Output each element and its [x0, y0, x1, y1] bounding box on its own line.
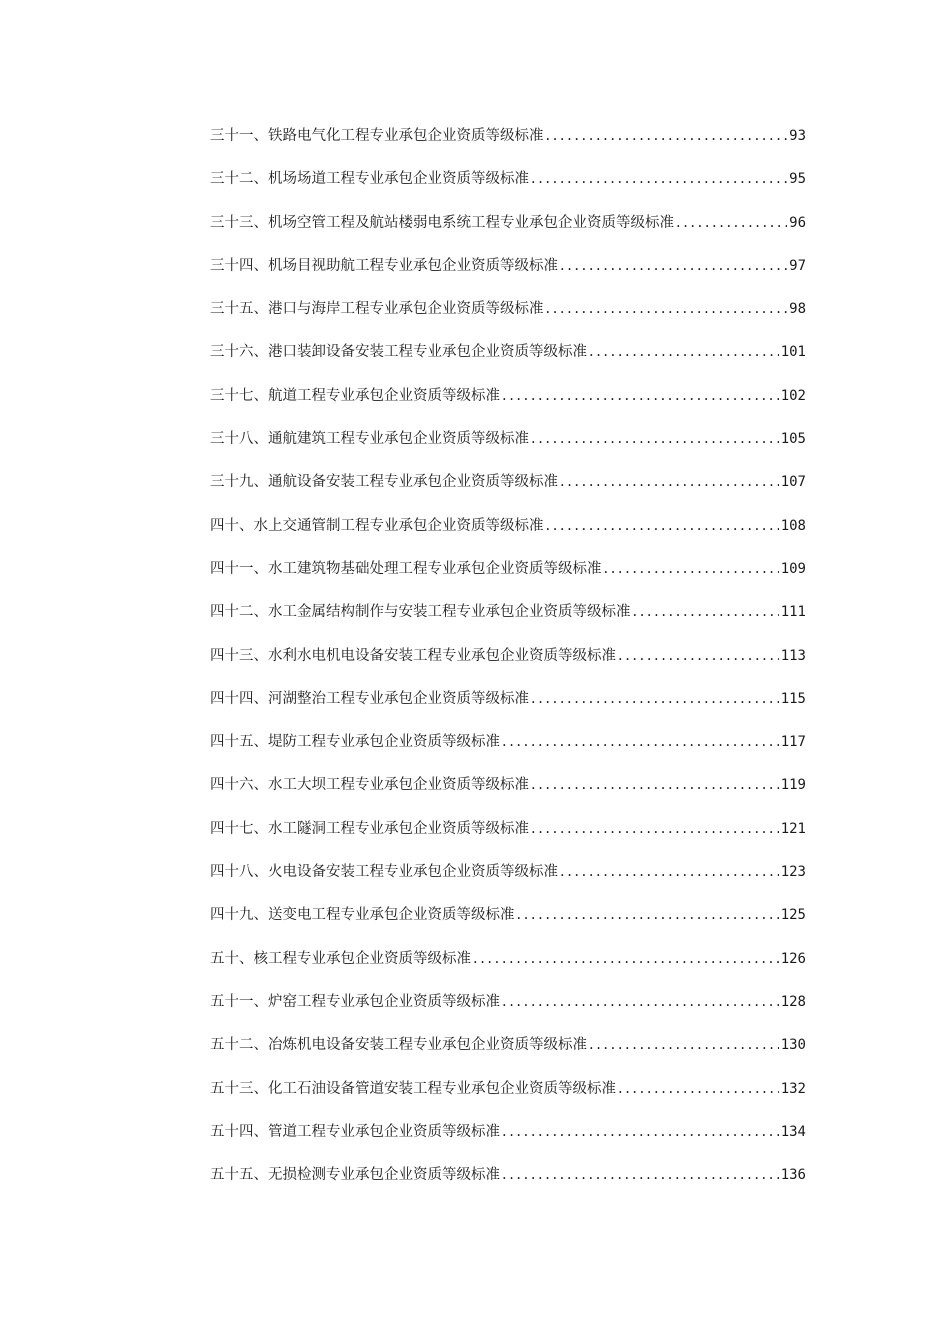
toc-entry-page: 96	[789, 214, 806, 231]
toc-entry[interactable]	[210, 209, 806, 252]
toc-entry-title: 四十九、送变电工程专业承包企业资质等级标准	[210, 907, 515, 924]
toc-entry-title: 四十四、河湖整治工程专业承包企业资质等级标准	[210, 690, 529, 707]
toc-entry-title: 四十三、水利水电机电设备安装工程专业承包企业资质等级标准	[210, 647, 616, 664]
toc-entry-page: 132	[780, 1080, 806, 1097]
toc-dot-leader	[531, 425, 779, 453]
toc-entry[interactable]	[210, 988, 806, 1031]
toc-dot-leader	[604, 555, 779, 583]
toc-dot-leader	[589, 1031, 779, 1059]
toc-entry-page: 109	[780, 560, 806, 577]
toc-entry[interactable]	[210, 382, 806, 425]
toc-entry-title: 三十二、机场场道工程专业承包企业资质等级标准	[210, 171, 529, 188]
toc-entry-page: 117	[780, 734, 806, 751]
toc-dot-leader	[502, 382, 779, 410]
toc-entry-title: 五十一、炉窑工程专业承包企业资质等级标准	[210, 993, 500, 1010]
toc-entry-title: 四十八、火电设备安装工程专业承包企业资质等级标准	[210, 864, 558, 881]
toc-entry-title: 三十四、机场目视助航工程专业承包企业资质等级标准	[210, 257, 558, 274]
toc-entry-title: 四十五、堤防工程专业承包企业资质等级标准	[210, 734, 500, 751]
toc-entry-page: 115	[780, 690, 806, 707]
toc-dot-leader	[546, 295, 788, 323]
toc-entry[interactable]	[210, 1118, 806, 1161]
toc-entry-page: 121	[780, 820, 806, 837]
toc-entry-page: 128	[780, 993, 806, 1010]
toc-entry[interactable]	[210, 425, 806, 468]
toc-dot-leader	[502, 988, 779, 1016]
toc-entry-page: 136	[780, 1167, 806, 1184]
toc-entry-title: 五十四、管道工程专业承包企业资质等级标准	[210, 1123, 500, 1140]
toc-entry-title: 三十七、航道工程专业承包企业资质等级标准	[210, 387, 500, 404]
toc-entry-title: 五十五、无损检测专业承包企业资质等级标准	[210, 1167, 500, 1184]
toc-dot-leader	[633, 598, 779, 626]
toc-dot-leader	[502, 1161, 779, 1189]
toc-dot-leader	[502, 728, 779, 756]
toc-entry-page: 134	[780, 1123, 806, 1140]
toc-dot-leader	[589, 338, 779, 366]
toc-dot-leader	[531, 771, 779, 799]
toc-entry[interactable]	[210, 512, 806, 555]
toc-entry[interactable]	[210, 252, 806, 295]
toc-entry-page: 98	[789, 301, 806, 318]
toc-entry[interactable]	[210, 122, 806, 165]
toc-entry-title: 三十五、港口与海岸工程专业承包企业资质等级标准	[210, 301, 544, 318]
toc-entry-page: 101	[780, 344, 806, 361]
toc-entry-page: 107	[780, 474, 806, 491]
toc-entry[interactable]	[210, 1161, 806, 1204]
toc-entry-page: 111	[780, 604, 806, 621]
toc-entry[interactable]	[210, 1075, 806, 1118]
toc-entry-title: 五十、核工程专业承包企业资质等级标准	[210, 950, 471, 967]
toc-entry[interactable]	[210, 468, 806, 511]
toc-entry-page: 123	[780, 864, 806, 881]
toc-entry-title: 四十二、水工金属结构制作与安装工程专业承包企业资质等级标准	[210, 604, 631, 621]
toc-dot-leader	[676, 209, 787, 237]
toc-entry-title: 三十八、通航建筑工程专业承包企业资质等级标准	[210, 431, 529, 448]
toc-entry-page: 102	[780, 387, 806, 404]
toc-entry[interactable]	[210, 165, 806, 208]
toc-entry[interactable]	[210, 771, 806, 814]
toc-entry-title: 五十二、冶炼机电设备安装工程专业承包企业资质等级标准	[210, 1037, 587, 1054]
toc-entry[interactable]	[210, 555, 806, 598]
toc-entry-title: 四十一、水工建筑物基础处理工程专业承包企业资质等级标准	[210, 560, 602, 577]
toc-entry-title: 五十三、化工石油设备管道安装工程专业承包企业资质等级标准	[210, 1080, 616, 1097]
toc-entry-title: 三十九、通航设备安装工程专业承包企业资质等级标准	[210, 474, 558, 491]
toc-entry-page: 130	[780, 1037, 806, 1054]
toc-dot-leader	[531, 165, 787, 193]
toc-dot-leader	[546, 512, 779, 540]
toc-entry-page: 125	[780, 907, 806, 924]
toc-dot-leader	[531, 815, 779, 843]
toc-dot-leader	[618, 1075, 779, 1103]
toc-entry[interactable]	[210, 685, 806, 728]
toc-entry[interactable]	[210, 945, 806, 988]
toc-entry-title: 三十一、铁路电气化工程专业承包企业资质等级标准	[210, 128, 544, 144]
toc-entry-page: 95	[789, 171, 806, 188]
toc-entry-title: 三十六、港口装卸设备安装工程专业承包企业资质等级标准	[210, 344, 587, 361]
toc-entry[interactable]	[210, 1031, 806, 1074]
toc-entry-page: 108	[780, 517, 806, 534]
toc-entry[interactable]	[210, 598, 806, 641]
toc-dot-leader	[560, 252, 787, 280]
toc-entry-page: 105	[780, 431, 806, 448]
toc-entry[interactable]	[210, 295, 806, 338]
toc-dot-leader	[517, 901, 779, 929]
toc-entry[interactable]	[210, 815, 806, 858]
toc-dot-leader	[618, 642, 779, 670]
toc-entry-page: 97	[789, 257, 806, 274]
toc-dot-leader	[502, 1118, 779, 1146]
toc-dot-leader	[560, 468, 779, 496]
toc-entry-title: 四十六、水工大坝工程专业承包企业资质等级标准	[210, 777, 529, 794]
toc-entry[interactable]	[210, 642, 806, 685]
toc-dot-leader	[560, 858, 779, 886]
toc-dot-leader	[473, 945, 779, 973]
toc-entry[interactable]	[210, 901, 806, 944]
toc-entry-title: 三十三、机场空管工程及航站楼弱电系统工程专业承包企业资质等级标准	[210, 214, 674, 231]
toc-dot-leader	[546, 122, 788, 150]
toc-entry-page: 126	[780, 950, 806, 967]
toc-entry-page: 93	[789, 128, 806, 144]
toc-entry[interactable]	[210, 338, 806, 381]
toc-entry-title: 四十、水上交通管制工程专业承包企业资质等级标准	[210, 517, 544, 534]
toc-entry[interactable]	[210, 728, 806, 771]
toc-entry[interactable]	[210, 858, 806, 901]
toc-entry-title: 四十七、水工隧洞工程专业承包企业资质等级标准	[210, 820, 529, 837]
toc-entry-page: 119	[780, 777, 806, 794]
toc-entry-page: 113	[780, 647, 806, 664]
toc-dot-leader	[531, 685, 779, 713]
table-of-contents	[210, 122, 806, 1204]
